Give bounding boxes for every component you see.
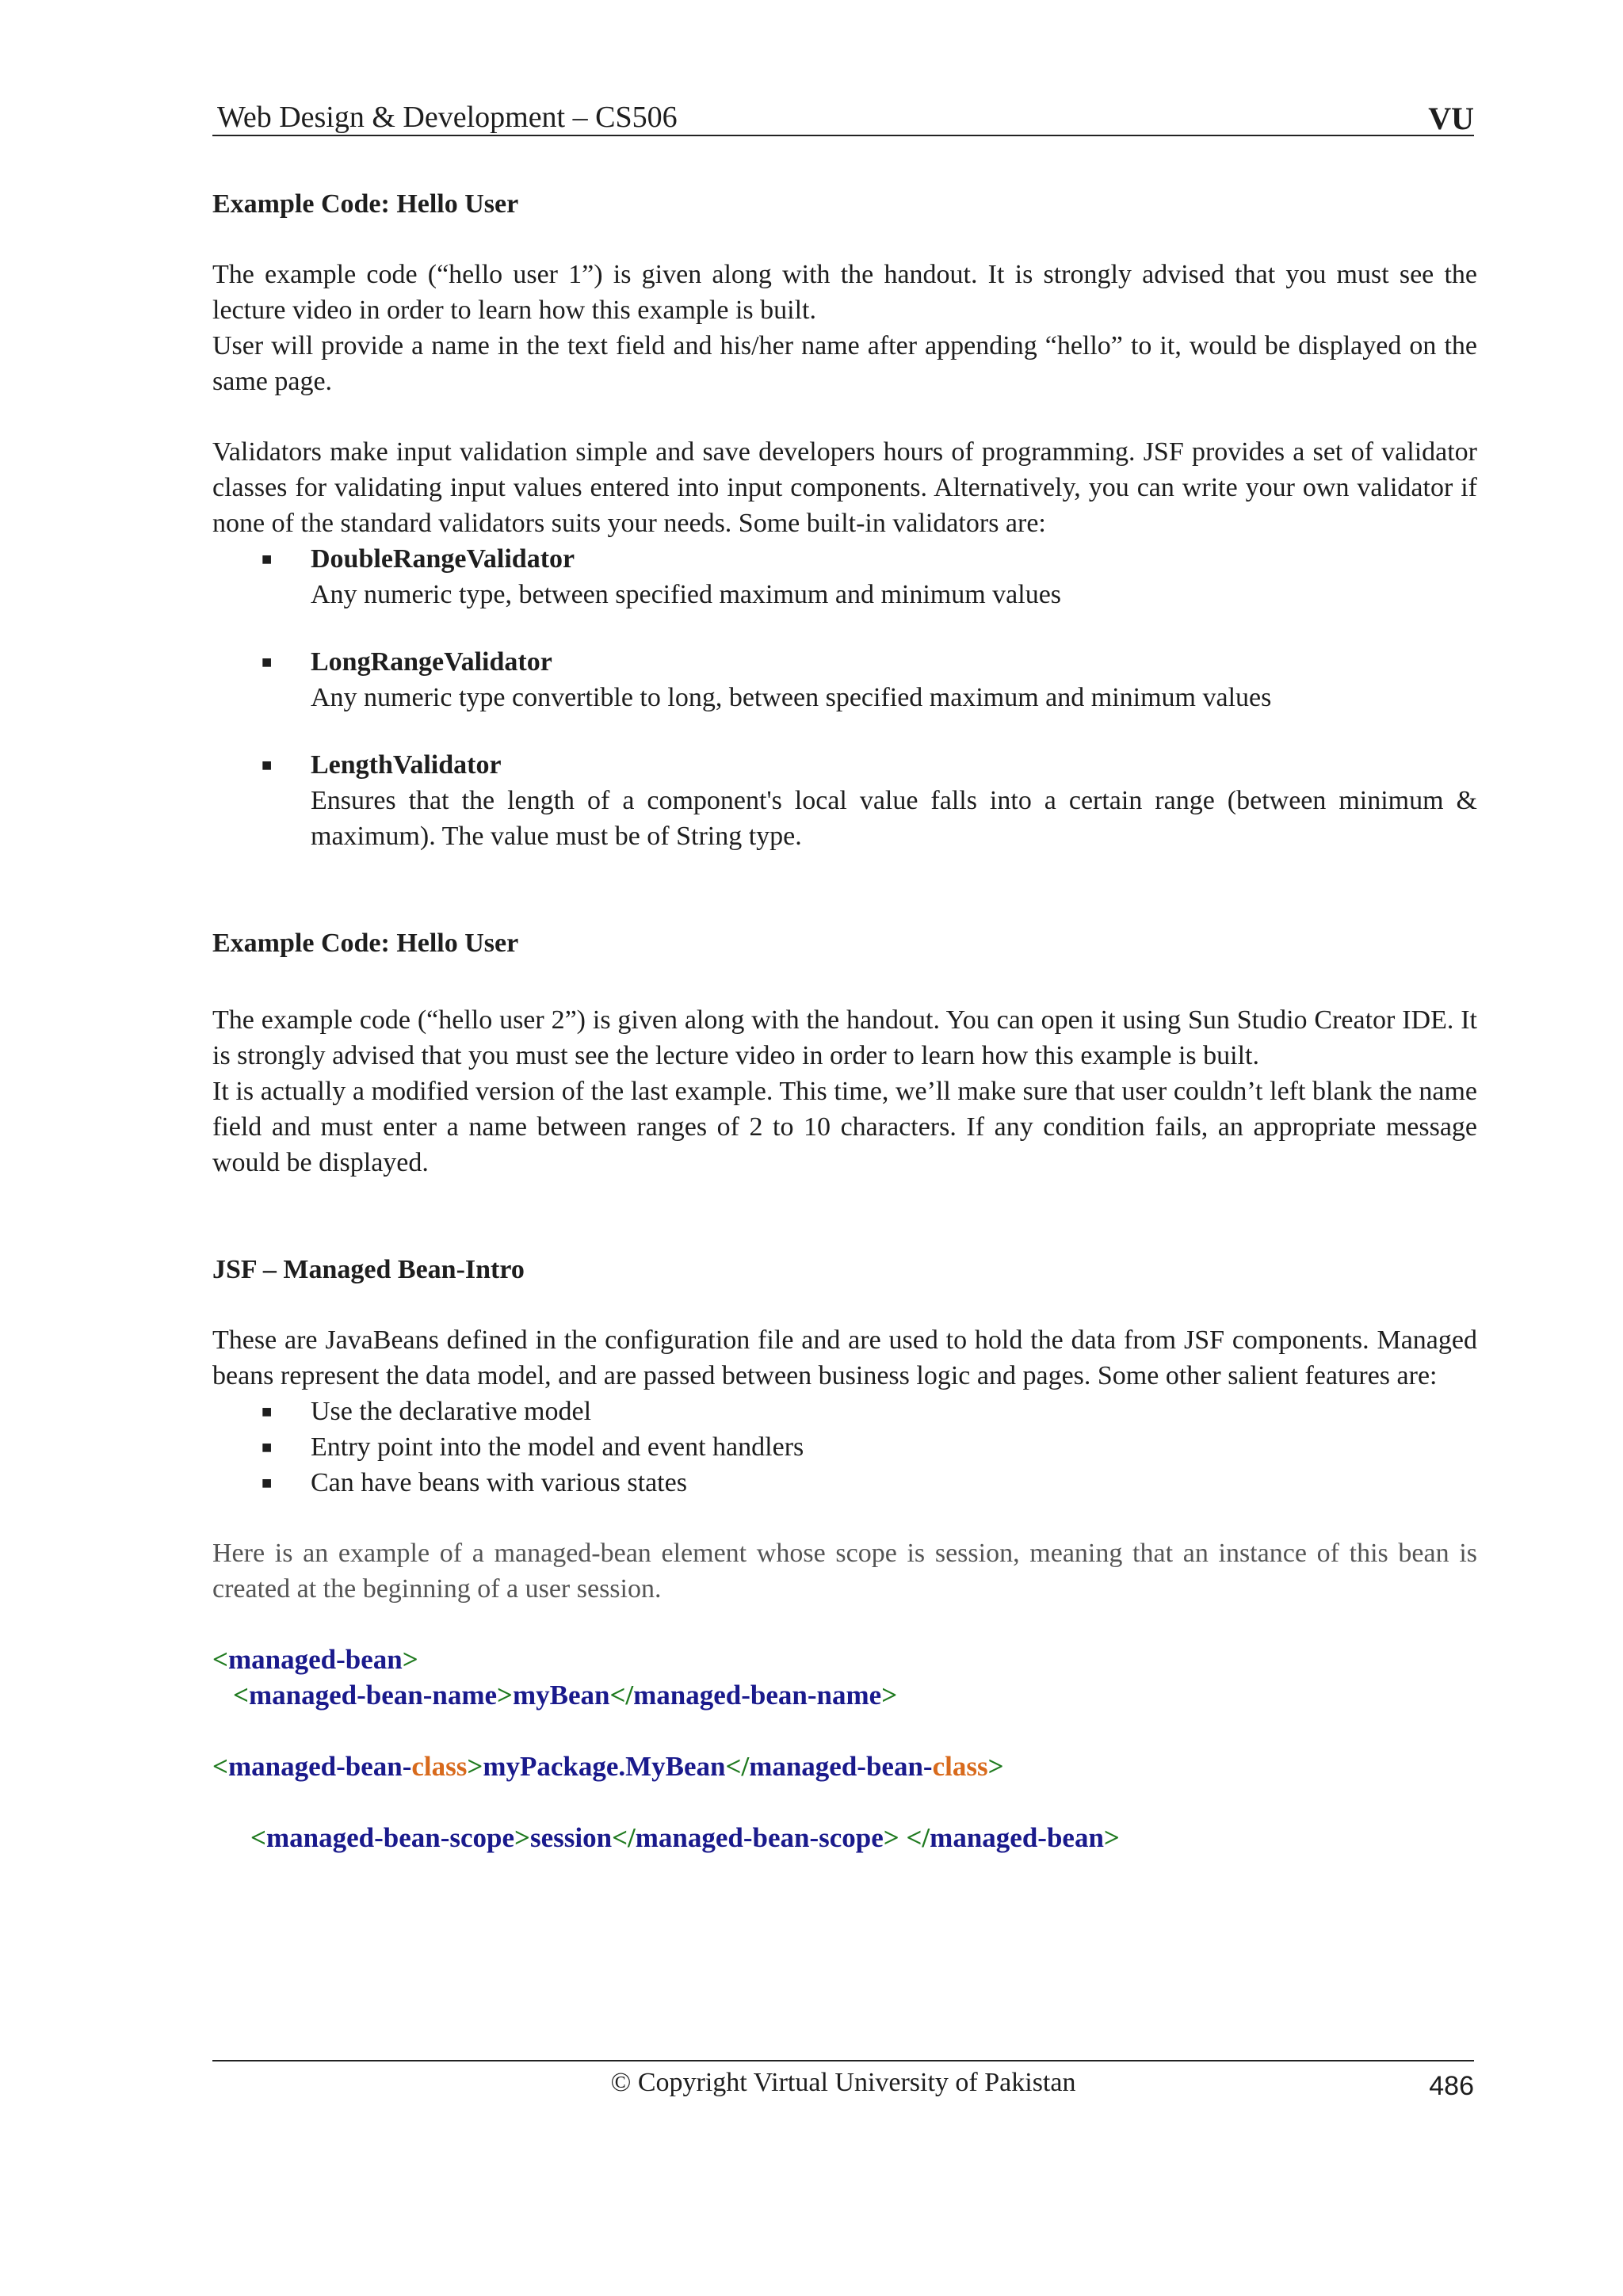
feature-text: Can have beans with various states — [311, 1468, 687, 1497]
code-line-1: <managed-bean> — [212, 1644, 418, 1675]
xml-code-block — [212, 1642, 1477, 1855]
paragraph-hello-user-2-description: It is actually a modified version of the last example. This time, we’ll make sure that user couldn’t left blank the name field and must enter a name between ranges of 2 to 10 characters. If any condition fails, an appropriate message would be displayed. — [212, 1077, 1477, 1177]
square-bullet-icon: ■ — [262, 549, 273, 569]
square-bullet-icon: ■ — [262, 652, 273, 672]
validator-list — [212, 541, 1477, 854]
university-abbrev: VU — [1428, 101, 1474, 136]
list-item — [212, 1429, 1477, 1465]
feature-text: Use the declarative model — [311, 1397, 592, 1426]
validator-name: DoubleRangeValidator — [311, 544, 575, 574]
page-number: 486 — [1429, 2071, 1474, 2101]
list-item — [212, 1394, 1477, 1429]
validator-name: LongRangeValidator — [311, 647, 552, 677]
paragraph-validators-intro: Validators make input validation simple and save developers hours of programming. JSF provides a set of validator classes for validating input values entered into input components. Alternatively, you can write your own validator if none of the standard validators suits your needs. Some built-in validators are: — [212, 437, 1477, 538]
square-bullet-icon: ■ — [262, 1437, 273, 1457]
validator-description: Ensures that the length of a component's local value falls into a certain range (between minimum & maximum). The value must be of String type. — [311, 786, 1477, 851]
code-line-3: <managed-bean-class>myPackage.MyBean</managed-bean-class> — [212, 1751, 1004, 1782]
section-heading-hello-user-1: Example Code: Hello User — [212, 189, 519, 219]
feature-text: Entry point into the model and event handlers — [311, 1432, 804, 1462]
validator-description: Any numeric type convertible to long, between specified maximum and minimum values — [311, 683, 1272, 712]
validator-description: Any numeric type, between specified maximum and minimum values — [311, 580, 1062, 609]
list-item — [212, 1465, 1477, 1501]
feature-list — [212, 1394, 1477, 1501]
list-item — [212, 541, 1477, 612]
copyright-notice: © Copyright Virtual University of Pakistan — [610, 2068, 1076, 2097]
paragraph-managed-bean-intro: These are JavaBeans defined in the configuration file and are used to hold the data from JSF components. Managed beans represent the data model, and are passed between business logic and pages. Some other salient features are: — [212, 1325, 1477, 1390]
course-title: Web Design & Development – CS506 — [217, 101, 678, 134]
page-footer — [212, 2060, 1474, 2109]
validator-name: LengthValidator — [311, 750, 502, 780]
section-heading-managed-bean: JSF – Managed Bean-Intro — [212, 1255, 525, 1284]
paragraph-managed-bean-example: Here is an example of a managed-bean element whose scope is session, meaning that an instance of this bean is created at the beginning of a user session. — [212, 1539, 1477, 1604]
paragraph-hello-user-2-intro: The example code (“hello user 2”) is given along with the handout. You can open it using Sun Studio Creator IDE. It is strongly advised that you must see the lecture video in order to learn how this example is built. — [212, 1005, 1477, 1070]
section-heading-hello-user-2: Example Code: Hello User — [212, 929, 519, 958]
page-header — [212, 98, 1474, 136]
square-bullet-icon: ■ — [262, 755, 273, 775]
list-item — [212, 747, 1477, 854]
square-bullet-icon: ■ — [262, 1473, 273, 1493]
code-line-4: <managed-bean-scope>session</managed-bean-scope> </managed-bean> — [250, 1822, 1120, 1853]
paragraph-hello-user-1-description: User will provide a name in the text field and his/her name after appending “hello” to it, would be displayed on the same page. — [212, 331, 1477, 396]
paragraph-hello-user-1-intro: The example code (“hello user 1”) is given along with the handout. It is strongly advised that you must see the lecture video in order to learn how this example is built. — [212, 260, 1477, 325]
square-bullet-icon: ■ — [262, 1402, 273, 1421]
list-item — [212, 644, 1477, 715]
page-content — [212, 186, 1477, 1855]
code-line-2: <managed-bean-name>myBean</managed-bean-name> — [233, 1680, 898, 1711]
